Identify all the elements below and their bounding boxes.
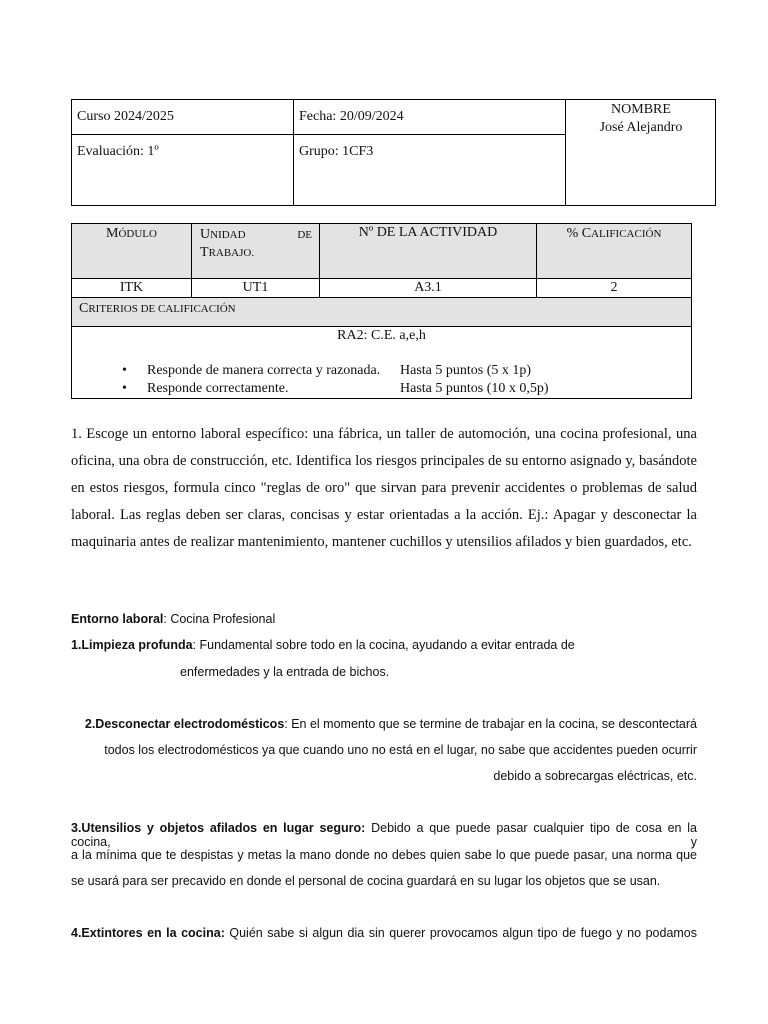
divider xyxy=(72,326,691,327)
rule-3-continuation: a la mínima que te despistas y metas la mano donde no debes quien sabe lo que puede pasar, una norma que xyxy=(71,848,697,862)
nombre-label: NOMBRE xyxy=(611,102,671,117)
divider xyxy=(293,100,294,205)
bullet-item: • Responde de manera correcta y razonada. xyxy=(122,363,381,378)
bullet-icon: • xyxy=(122,381,127,396)
modulo-value: ITK xyxy=(119,280,144,295)
rule-3-continuation: se usará para ser precavido en donde el personal de cocina guardará en su lugar los objetos que se usan. xyxy=(71,874,661,888)
calificacion-header: % CALIFICACIÓN xyxy=(566,226,662,241)
calificacion-value: 2 xyxy=(610,280,618,295)
criterios-heading: CRITERIOS DE CALIFICACIÓN xyxy=(79,301,236,316)
actividad-value: A3.1 xyxy=(414,280,442,295)
bullet-item: • Responde correctamente. xyxy=(122,381,289,396)
question-paragraph: 1. Escoge un entorno laboral específico: una fábrica, un taller de automoción, una cocina profesional, una oficina, una obra de construcción, etc. Identifica los riesgos principales de su entorno asignado y, basándote en estos riesgos, formula cinco "reglas de oro" que sirvan para prevenir accidentes o problemas de salud laboral. Las reglas deben ser claras, concisas y estar orientadas a la acción. Ej.: Apagar y desconectar la maquinaria antes de realizar mantenimiento, mantener cuchillos y utensilios afilados y bien guardados, etc. xyxy=(71,426,697,550)
divider xyxy=(72,278,691,279)
rule-1-continuation: enfermedades y la entrada de bichos. xyxy=(180,665,390,679)
curso-cell: Curso 2024/2025 xyxy=(77,109,174,124)
rule-2-continuation: todos los electrodomésticos ya que cuando uno no está en el lugar, no sabe que accidentes pueden ocurrir xyxy=(104,743,697,757)
divider xyxy=(72,297,691,298)
grupo-cell: Grupo: 1CF3 xyxy=(299,144,374,159)
ra-label: RA2: C.E. a,e,h xyxy=(337,328,426,343)
rule-2: 2.Desconectar electrodomésticos: En el momento que se termine de trabajar en la cocina, se descontectará xyxy=(84,717,697,731)
bullet-icon: • xyxy=(122,363,127,378)
rule-4: 4.Extintores en la cocina: Quién sabe si algun dia sin querer provocamos algun tipo de fuego y no podamos xyxy=(71,926,698,940)
nombre-cell xyxy=(566,101,716,137)
nombre-value: José Alejandro xyxy=(599,120,683,135)
entorno-line: Entorno laboral: Cocina Profesional xyxy=(71,612,276,626)
rule-2-continuation: debido a sobrecargas eléctricas, etc. xyxy=(493,769,697,783)
modulo-header: MÓDULO xyxy=(106,226,157,241)
evaluacion-cell: Evaluación: 1º xyxy=(77,144,159,159)
header-table xyxy=(71,99,716,206)
bullet-points: Hasta 5 puntos (10 x 0,5p) xyxy=(400,381,549,396)
actividad-header: Nº DE LA ACTIVIDAD xyxy=(358,225,498,240)
unidad-header: UNIDAD DE TRABAJO. xyxy=(200,227,312,260)
rule-1: 1.Limpieza profunda: Fundamental sobre todo en la cocina, ayudando a evitar entrada de xyxy=(71,638,575,652)
rule-3: 3.Utensilios y objetos afilados en lugar seguro: Debido a que puede pasar cualquier tipo de cosa en la cocina, y xyxy=(71,821,697,849)
bullet-points: Hasta 5 puntos (5 x 1p) xyxy=(400,363,532,378)
fecha-cell: Fecha: 20/09/2024 xyxy=(299,109,404,124)
unidad-value: UT1 xyxy=(242,280,269,295)
divider xyxy=(72,134,566,135)
